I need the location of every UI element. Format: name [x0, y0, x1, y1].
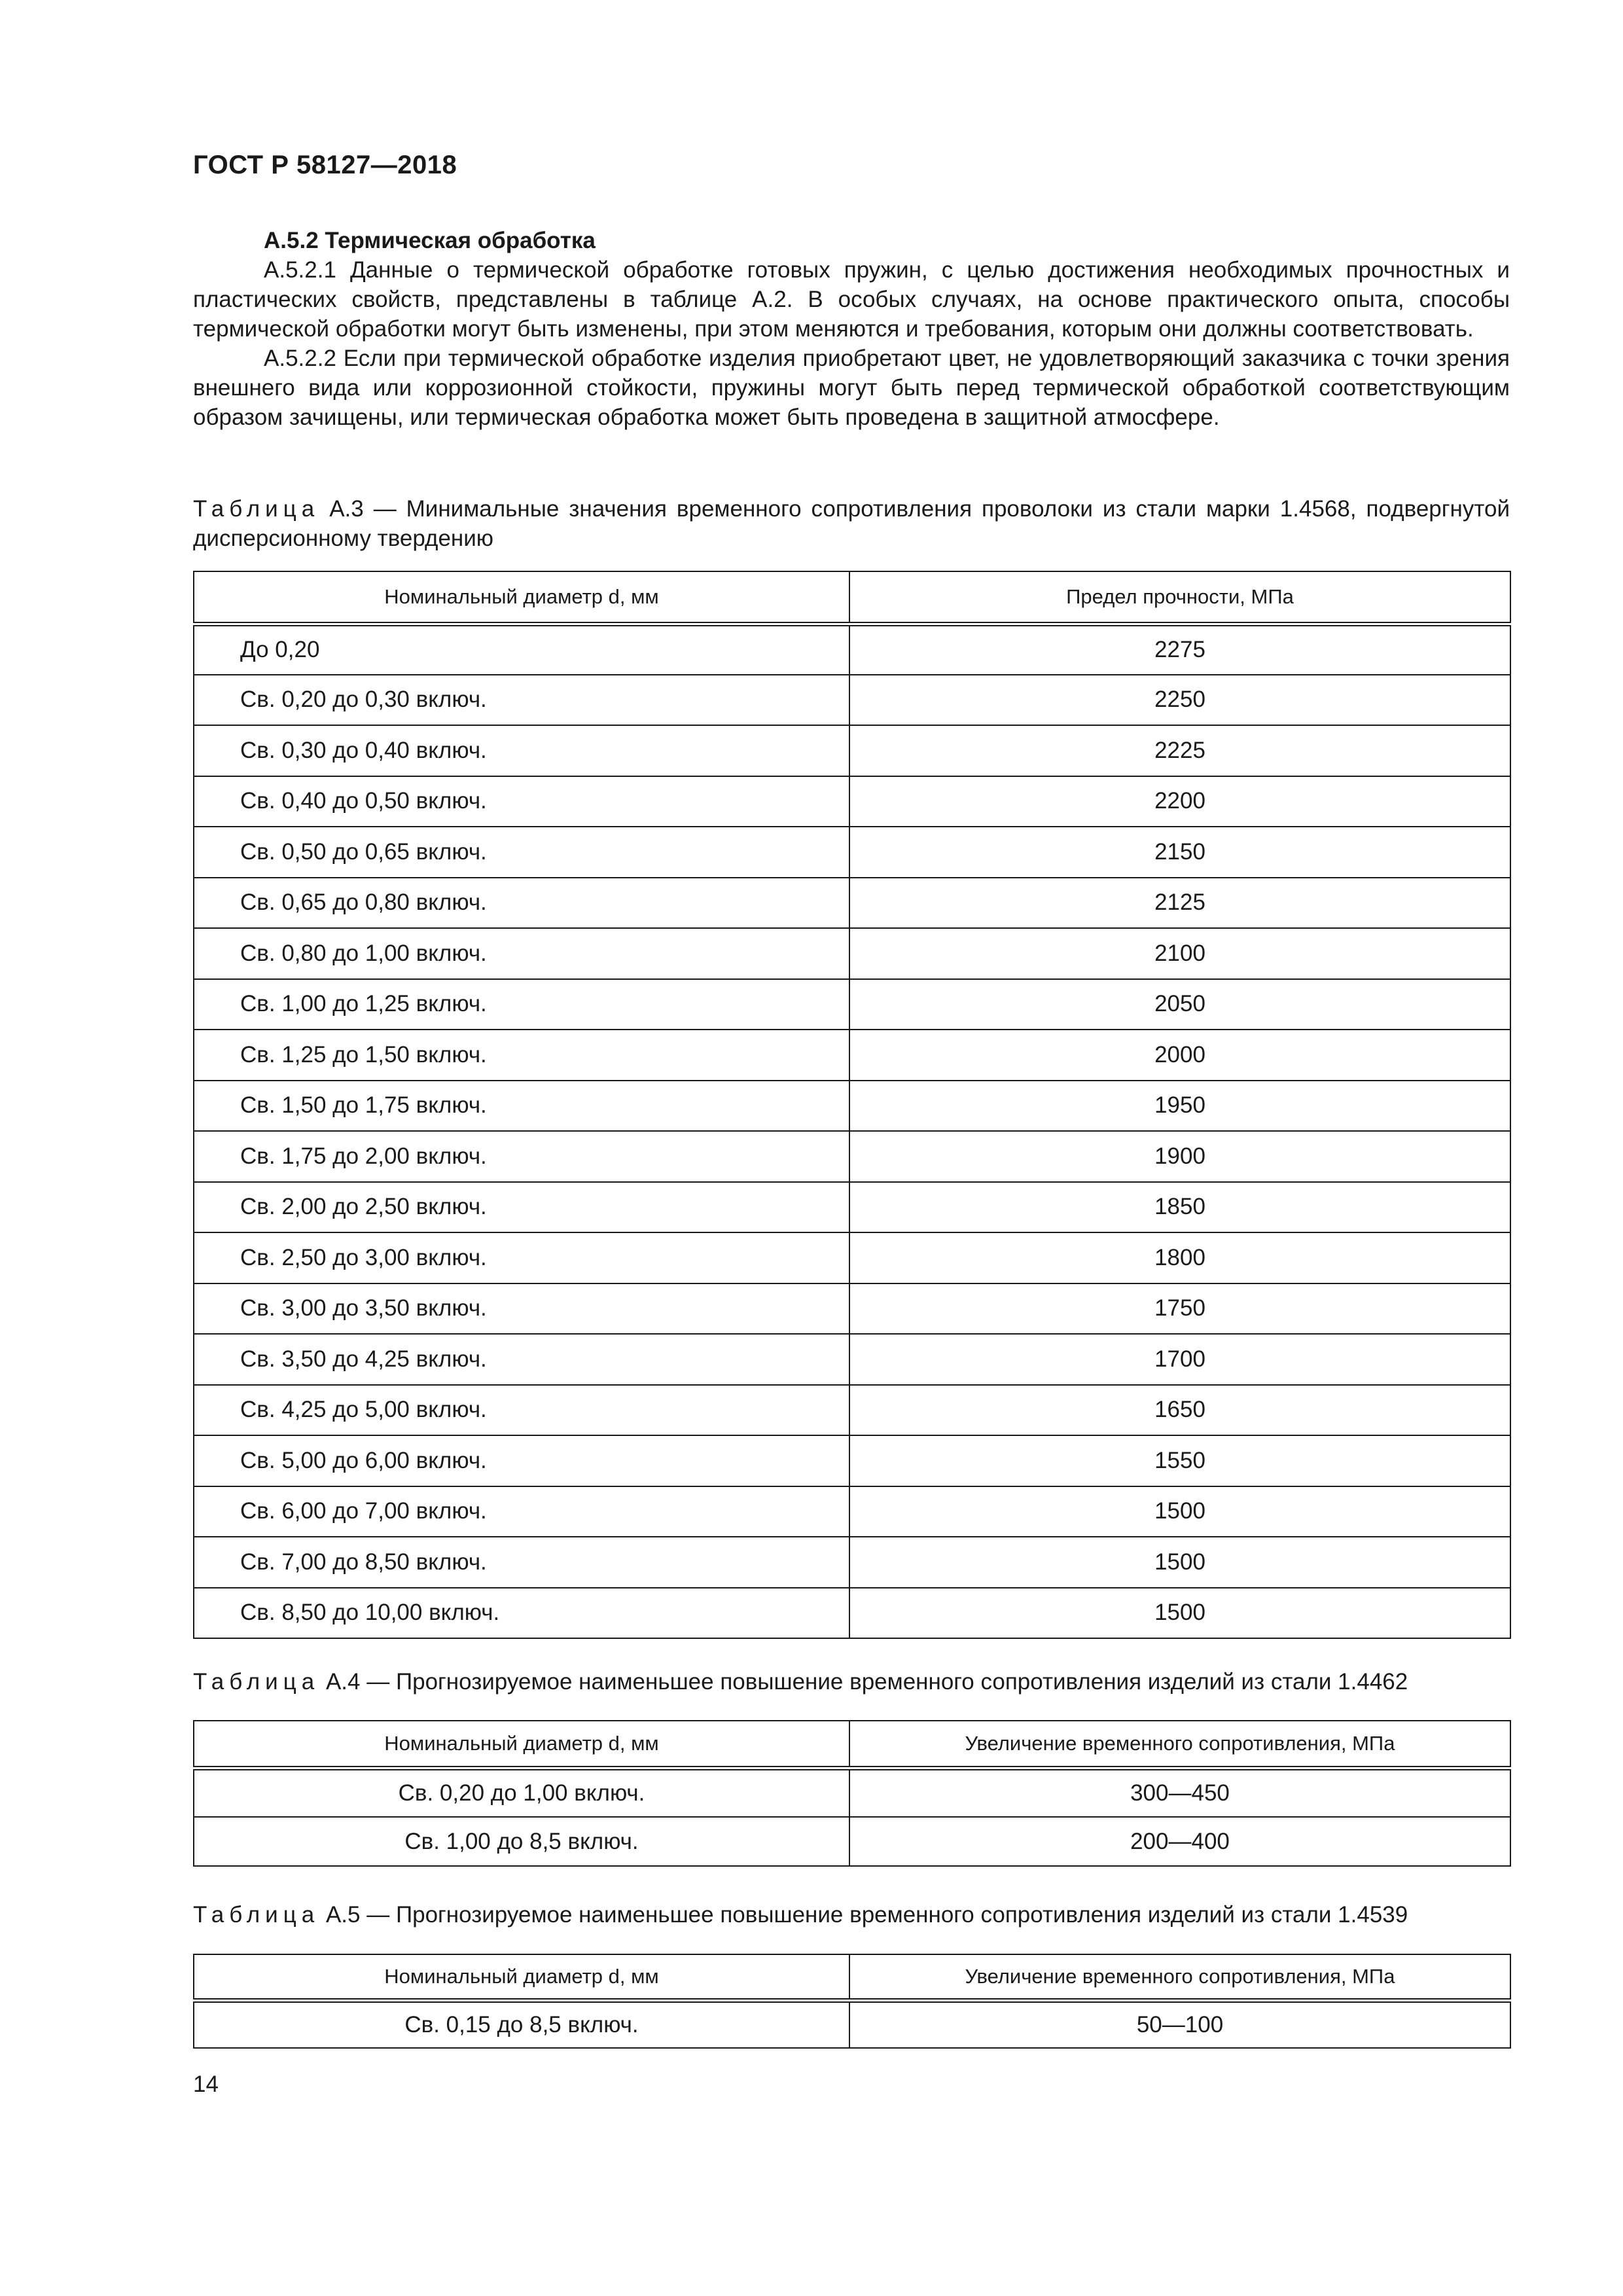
value-cell: 1900: [849, 1131, 1510, 1182]
value-cell: 2275: [849, 624, 1510, 675]
value-cell: 2125: [849, 878, 1510, 929]
value-cell: 1950: [849, 1081, 1510, 1132]
diameter-cell: Св. 6,00 до 7,00 включ.: [194, 1486, 849, 1537]
value-cell: 200—400: [849, 1817, 1510, 1866]
value-cell: 1500: [849, 1588, 1510, 1639]
table-a4: [193, 1720, 1511, 1867]
value-cell: 1700: [849, 1334, 1510, 1385]
table-a3-caption: [193, 494, 1510, 553]
column-header-strength: Предел прочности, МПа: [849, 571, 1510, 624]
diameter-cell: Св. 1,50 до 1,75 включ.: [194, 1081, 849, 1132]
table-row: [194, 776, 1510, 827]
table-a5-caption: [193, 1900, 1510, 1929]
diameter-cell: Св. 1,25 до 1,50 включ.: [194, 1030, 849, 1081]
table-row: [194, 1486, 1510, 1537]
diameter-cell: Св. 0,65 до 0,80 включ.: [194, 878, 849, 929]
value-cell: 50—100: [849, 2000, 1510, 2048]
table-a5-caption-text: А.5 — Прогнозируемое наименьшее повышение временного сопротивления изделий из стали 1.4539: [319, 1902, 1408, 1928]
table-row: [194, 1081, 1510, 1132]
diameter-cell: Св. 0,50 до 0,65 включ.: [194, 827, 849, 878]
table-row: [194, 1435, 1510, 1486]
column-header-diameter: Номинальный диаметр d, мм: [194, 1721, 849, 1768]
table-row: [194, 624, 1510, 675]
diameter-cell: До 0,20: [194, 624, 849, 675]
diameter-cell: Св. 0,20 до 1,00 включ.: [194, 1768, 849, 1817]
section-heading: А.5.2 Термическая обработка: [264, 228, 596, 253]
value-cell: 300—450: [849, 1768, 1510, 1817]
column-header-increase: Увеличение временного сопротивления, МПа: [849, 1721, 1510, 1768]
table-a4-caption: [193, 1667, 1510, 1696]
diameter-cell: Св. 8,50 до 10,00 включ.: [194, 1588, 849, 1639]
value-cell: 1550: [849, 1435, 1510, 1486]
table-a4-label: Таблица: [193, 1669, 320, 1695]
table-row: [194, 725, 1510, 776]
table-row: [194, 1232, 1510, 1283]
table-row: [194, 1537, 1510, 1588]
value-cell: 2100: [849, 928, 1510, 979]
value-cell: 1500: [849, 1537, 1510, 1588]
value-cell: 2200: [849, 776, 1510, 827]
diameter-cell: Св. 3,00 до 3,50 включ.: [194, 1283, 849, 1335]
section-a52: [193, 226, 1510, 432]
table-row: [194, 979, 1510, 1030]
table-row: [194, 1768, 1510, 1817]
table-row: [194, 1588, 1510, 1639]
document-header: ГОСТ Р 58127—2018: [193, 151, 457, 179]
diameter-cell: Св. 4,25 до 5,00 включ.: [194, 1385, 849, 1436]
value-cell: 2150: [849, 827, 1510, 878]
table-row: [194, 1182, 1510, 1233]
value-cell: 1800: [849, 1232, 1510, 1283]
diameter-cell: Св. 0,20 до 0,30 включ.: [194, 675, 849, 726]
table-row: [194, 878, 1510, 929]
diameter-cell: Св. 1,00 до 1,25 включ.: [194, 979, 849, 1030]
diameter-cell: Св. 0,80 до 1,00 включ.: [194, 928, 849, 979]
table-a3-header-row: [194, 571, 1510, 624]
table-row: [194, 2000, 1510, 2048]
value-cell: 1750: [849, 1283, 1510, 1335]
diameter-cell: Св. 7,00 до 8,50 включ.: [194, 1537, 849, 1588]
value-cell: 2250: [849, 675, 1510, 726]
column-header-increase: Увеличение временного сопротивления, МПа: [849, 1954, 1510, 2000]
value-cell: 1500: [849, 1486, 1510, 1537]
paragraph-a522: А.5.2.2 Если при термической обработке изделия приобретают цвет, не удовлетворяющий заказчика с точки зрения внешнего вида или коррозионной стойкости, пружины могут быть перед термической обработкой соответствующим образом зачищены, или термическая обработка может быть проведена в защитной атмосфере.: [193, 346, 1510, 430]
diameter-cell: Св. 2,50 до 3,00 включ.: [194, 1232, 849, 1283]
table-row: [194, 1131, 1510, 1182]
value-cell: 1650: [849, 1385, 1510, 1436]
table-a5-header-row: [194, 1954, 1510, 2000]
value-cell: 2000: [849, 1030, 1510, 1081]
table-row: [194, 1030, 1510, 1081]
table-row: [194, 1283, 1510, 1335]
table-row: [194, 1385, 1510, 1436]
table-row: [194, 1334, 1510, 1385]
table-row: [194, 827, 1510, 878]
diameter-cell: Св. 1,75 до 2,00 включ.: [194, 1131, 849, 1182]
diameter-cell: Св. 2,00 до 2,50 включ.: [194, 1182, 849, 1233]
table-row: [194, 928, 1510, 979]
value-cell: 2225: [849, 725, 1510, 776]
table-a4-caption-text: А.4 — Прогнозируемое наименьшее повышение временного сопротивления изделий из стали 1.4462: [319, 1669, 1408, 1695]
column-header-diameter: Номинальный диаметр d, мм: [194, 571, 849, 624]
table-row: [194, 1817, 1510, 1866]
table-a3: [193, 571, 1511, 1639]
table-a5-label: Таблица: [193, 1902, 320, 1928]
table-a3-label: Таблица: [193, 496, 320, 522]
table-row: [194, 675, 1510, 726]
column-header-diameter: Номинальный диаметр d, мм: [194, 1954, 849, 2000]
value-cell: 1850: [849, 1182, 1510, 1233]
paragraph-a521: А.5.2.1 Данные о термической обработке готовых пружин, с целью достижения необходимых прочностных и пластических свойств, представлены в таблице А.2. В особых случаях, на основе практического опыта, способы термической обработки могут быть изменены, при этом меняются и требования, которым они должны соответствовать.: [193, 257, 1510, 342]
value-cell: 2050: [849, 979, 1510, 1030]
diameter-cell: Св. 0,30 до 0,40 включ.: [194, 725, 849, 776]
table-a3-caption-text: А.3 — Минимальные значения временного сопротивления проволоки из стали марки 1.4568, подвергнутой дисперсионному твердению: [193, 496, 1510, 551]
diameter-cell: Св. 3,50 до 4,25 включ.: [194, 1334, 849, 1385]
diameter-cell: Св. 1,00 до 8,5 включ.: [194, 1817, 849, 1866]
diameter-cell: Св. 5,00 до 6,00 включ.: [194, 1435, 849, 1486]
page-number: 14: [193, 2072, 219, 2097]
diameter-cell: Св. 0,15 до 8,5 включ.: [194, 2000, 849, 2048]
table-a4-header-row: [194, 1721, 1510, 1768]
table-a5: [193, 1954, 1511, 2049]
diameter-cell: Св. 0,40 до 0,50 включ.: [194, 776, 849, 827]
